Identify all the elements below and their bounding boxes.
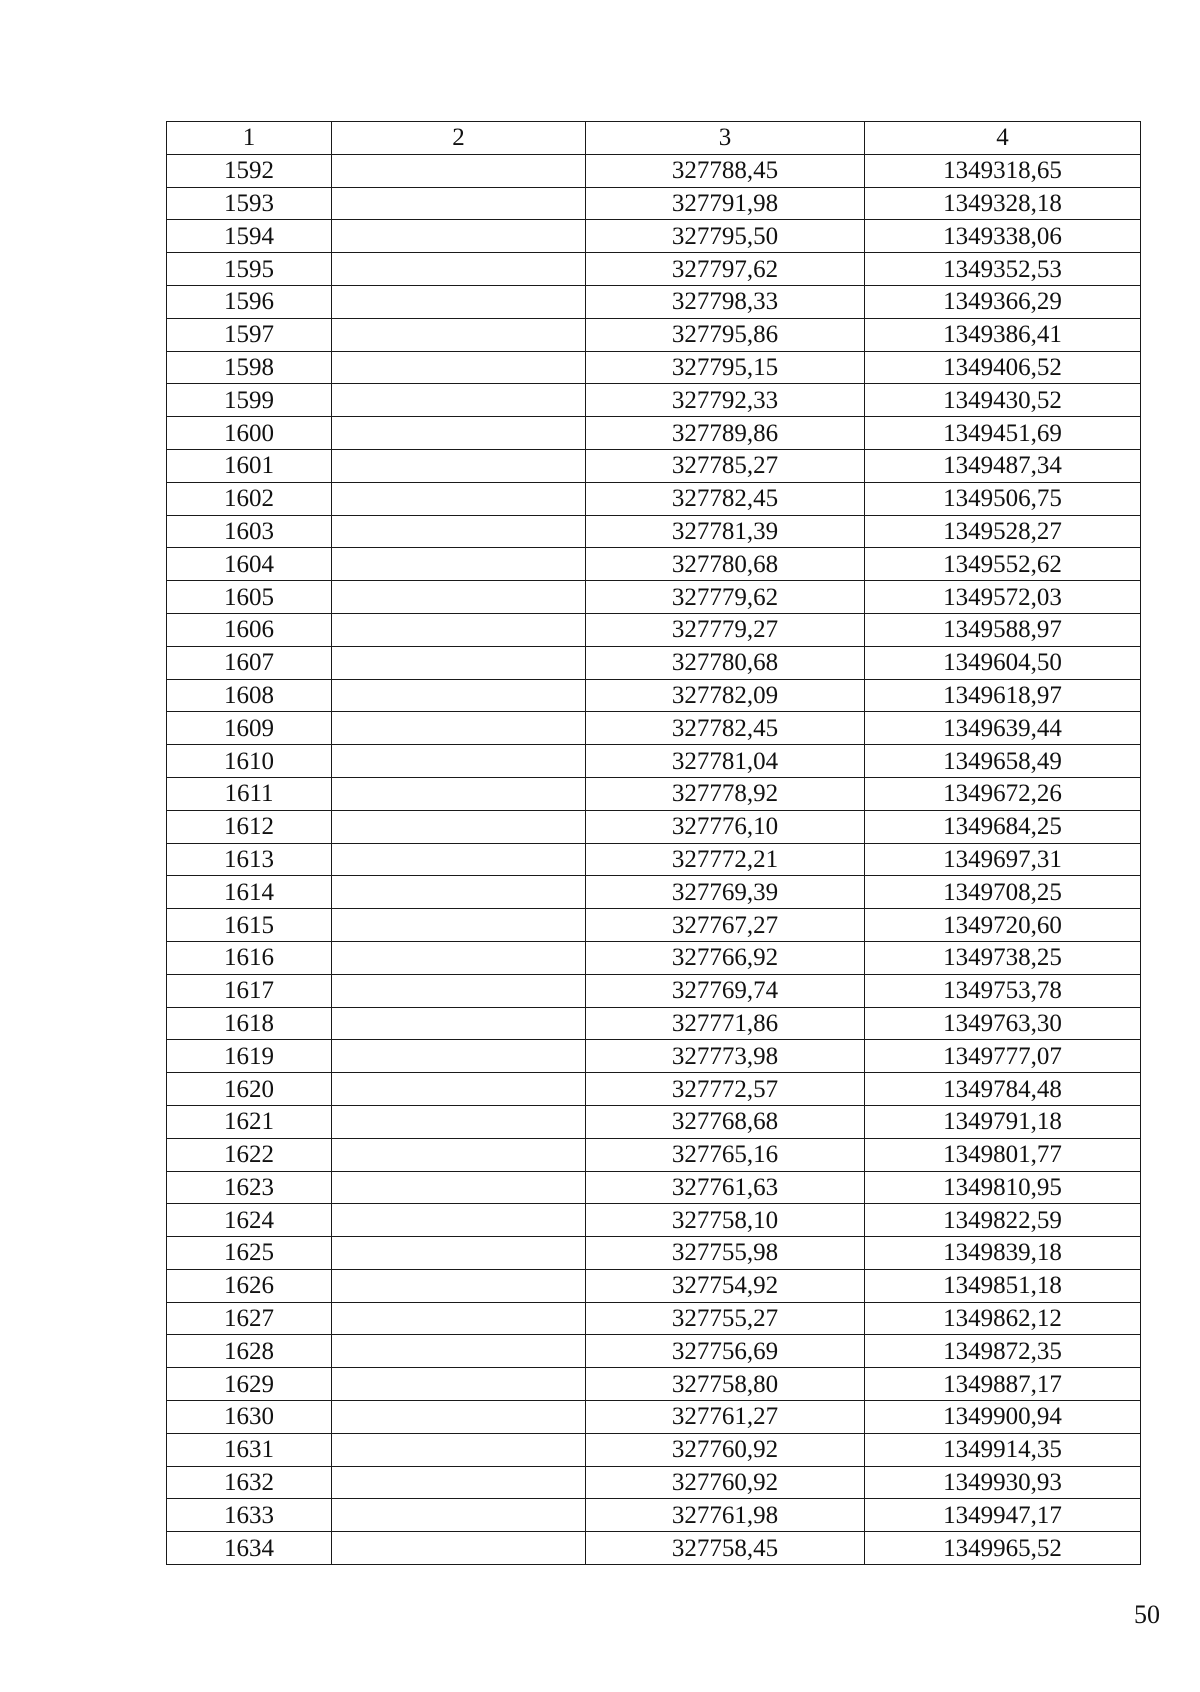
point-number-cell: 1593 (167, 187, 332, 220)
point-number-cell: 1599 (167, 384, 332, 417)
description-cell (332, 1532, 586, 1565)
point-number-cell: 1617 (167, 974, 332, 1007)
point-number-cell: 1613 (167, 843, 332, 876)
y-coordinate-cell: 1349965,52 (865, 1532, 1141, 1565)
point-number-cell: 1620 (167, 1073, 332, 1106)
y-coordinate-cell: 1349386,41 (865, 318, 1141, 351)
description-cell (332, 1171, 586, 1204)
description-cell (332, 351, 586, 384)
description-cell (332, 1040, 586, 1073)
description-cell (332, 220, 586, 253)
table-row (167, 318, 1141, 351)
description-cell (332, 384, 586, 417)
table-row (167, 646, 1141, 679)
x-coordinate-cell: 327756,69 (586, 1335, 865, 1368)
x-coordinate-cell: 327755,98 (586, 1237, 865, 1270)
table-row (167, 1171, 1141, 1204)
y-coordinate-cell: 1349720,60 (865, 909, 1141, 942)
table-row (167, 351, 1141, 384)
description-cell (332, 941, 586, 974)
y-coordinate-cell: 1349810,95 (865, 1171, 1141, 1204)
point-number-cell: 1610 (167, 745, 332, 778)
table-row (167, 1073, 1141, 1106)
point-number-cell: 1632 (167, 1466, 332, 1499)
table-row (167, 1237, 1141, 1270)
y-coordinate-cell: 1349839,18 (865, 1237, 1141, 1270)
table-row (167, 482, 1141, 515)
table-row (167, 1368, 1141, 1401)
description-cell (332, 974, 586, 1007)
x-coordinate-cell: 327769,74 (586, 974, 865, 1007)
table-row (167, 1335, 1141, 1368)
description-cell (332, 1237, 586, 1270)
x-coordinate-cell: 327776,10 (586, 810, 865, 843)
x-coordinate-cell: 327795,86 (586, 318, 865, 351)
y-coordinate-cell: 1349763,30 (865, 1007, 1141, 1040)
y-coordinate-cell: 1349430,52 (865, 384, 1141, 417)
column-header-2: 2 (332, 122, 586, 155)
table-row (167, 384, 1141, 417)
point-number-cell: 1603 (167, 515, 332, 548)
y-coordinate-cell: 1349658,49 (865, 745, 1141, 778)
description-cell (332, 417, 586, 450)
point-number-cell: 1615 (167, 909, 332, 942)
description-cell (332, 909, 586, 942)
point-number-cell: 1633 (167, 1499, 332, 1532)
table-row (167, 1138, 1141, 1171)
point-number-cell: 1627 (167, 1302, 332, 1335)
description-cell (332, 1499, 586, 1532)
description-cell (332, 1007, 586, 1040)
description-cell (332, 1466, 586, 1499)
point-number-cell: 1595 (167, 253, 332, 286)
y-coordinate-cell: 1349914,35 (865, 1433, 1141, 1466)
x-coordinate-cell: 327758,45 (586, 1532, 865, 1565)
x-coordinate-cell: 327755,27 (586, 1302, 865, 1335)
description-cell (332, 187, 586, 220)
x-coordinate-cell: 327761,27 (586, 1401, 865, 1434)
table-row (167, 1433, 1141, 1466)
x-coordinate-cell: 327761,98 (586, 1499, 865, 1532)
y-coordinate-cell: 1349862,12 (865, 1302, 1141, 1335)
x-coordinate-cell: 327781,39 (586, 515, 865, 548)
x-coordinate-cell: 327772,57 (586, 1073, 865, 1106)
description-cell (332, 1433, 586, 1466)
table-row (167, 285, 1141, 318)
y-coordinate-cell: 1349352,53 (865, 253, 1141, 286)
table-row (167, 220, 1141, 253)
point-number-cell: 1623 (167, 1171, 332, 1204)
y-coordinate-cell: 1349791,18 (865, 1105, 1141, 1138)
x-coordinate-cell: 327791,98 (586, 187, 865, 220)
x-coordinate-cell: 327781,04 (586, 745, 865, 778)
description-cell (332, 843, 586, 876)
table-row (167, 1302, 1141, 1335)
table-row (167, 253, 1141, 286)
description-cell (332, 449, 586, 482)
description-cell (332, 1269, 586, 1302)
table-row (167, 1105, 1141, 1138)
x-coordinate-cell: 327771,86 (586, 1007, 865, 1040)
x-coordinate-cell: 327778,92 (586, 777, 865, 810)
y-coordinate-cell: 1349487,34 (865, 449, 1141, 482)
x-coordinate-cell: 327792,33 (586, 384, 865, 417)
y-coordinate-cell: 1349618,97 (865, 679, 1141, 712)
table-row (167, 1269, 1141, 1302)
description-cell (332, 745, 586, 778)
description-cell (332, 679, 586, 712)
header-row (167, 122, 1141, 155)
table-row (167, 1466, 1141, 1499)
table-body (167, 154, 1141, 1564)
point-number-cell: 1592 (167, 154, 332, 187)
table-row (167, 745, 1141, 778)
table-row (167, 515, 1141, 548)
point-number-cell: 1619 (167, 1040, 332, 1073)
description-cell (332, 1401, 586, 1434)
x-coordinate-cell: 327782,09 (586, 679, 865, 712)
x-coordinate-cell: 327779,62 (586, 581, 865, 614)
y-coordinate-cell: 1349930,93 (865, 1466, 1141, 1499)
table-header (167, 122, 1141, 155)
x-coordinate-cell: 327785,27 (586, 449, 865, 482)
x-coordinate-cell: 327782,45 (586, 482, 865, 515)
x-coordinate-cell: 327797,62 (586, 253, 865, 286)
y-coordinate-cell: 1349528,27 (865, 515, 1141, 548)
point-number-cell: 1604 (167, 548, 332, 581)
x-coordinate-cell: 327766,92 (586, 941, 865, 974)
description-cell (332, 285, 586, 318)
page-number: 50 (1134, 1600, 1160, 1629)
y-coordinate-cell: 1349506,75 (865, 482, 1141, 515)
point-number-cell: 1600 (167, 417, 332, 450)
x-coordinate-cell: 327773,98 (586, 1040, 865, 1073)
y-coordinate-cell: 1349672,26 (865, 777, 1141, 810)
table-row (167, 1040, 1141, 1073)
table-row (167, 1007, 1141, 1040)
point-number-cell: 1611 (167, 777, 332, 810)
y-coordinate-cell: 1349851,18 (865, 1269, 1141, 1302)
description-cell (332, 1105, 586, 1138)
table-row (167, 187, 1141, 220)
x-coordinate-cell: 327795,50 (586, 220, 865, 253)
point-number-cell: 1630 (167, 1401, 332, 1434)
point-number-cell: 1594 (167, 220, 332, 253)
y-coordinate-cell: 1349328,18 (865, 187, 1141, 220)
table-row (167, 1499, 1141, 1532)
y-coordinate-cell: 1349738,25 (865, 941, 1141, 974)
description-cell (332, 1302, 586, 1335)
point-number-cell: 1618 (167, 1007, 332, 1040)
x-coordinate-cell: 327758,10 (586, 1204, 865, 1237)
point-number-cell: 1609 (167, 712, 332, 745)
x-coordinate-cell: 327798,33 (586, 285, 865, 318)
y-coordinate-cell: 1349366,29 (865, 285, 1141, 318)
x-coordinate-cell: 327767,27 (586, 909, 865, 942)
column-header-3: 3 (586, 122, 865, 155)
description-cell (332, 1073, 586, 1106)
table-row (167, 1532, 1141, 1565)
y-coordinate-cell: 1349900,94 (865, 1401, 1141, 1434)
column-header-4: 4 (865, 122, 1141, 155)
point-number-cell: 1622 (167, 1138, 332, 1171)
y-coordinate-cell: 1349872,35 (865, 1335, 1141, 1368)
table-row (167, 941, 1141, 974)
point-number-cell: 1625 (167, 1237, 332, 1270)
table-row (167, 810, 1141, 843)
x-coordinate-cell: 327754,92 (586, 1269, 865, 1302)
x-coordinate-cell: 327789,86 (586, 417, 865, 450)
y-coordinate-cell: 1349572,03 (865, 581, 1141, 614)
point-number-cell: 1607 (167, 646, 332, 679)
y-coordinate-cell: 1349801,77 (865, 1138, 1141, 1171)
description-cell (332, 253, 586, 286)
x-coordinate-cell: 327795,15 (586, 351, 865, 384)
point-number-cell: 1598 (167, 351, 332, 384)
table-row (167, 679, 1141, 712)
description-cell (332, 1335, 586, 1368)
coordinates-table (166, 121, 1141, 1565)
point-number-cell: 1626 (167, 1269, 332, 1302)
point-number-cell: 1629 (167, 1368, 332, 1401)
x-coordinate-cell: 327769,39 (586, 876, 865, 909)
point-number-cell: 1597 (167, 318, 332, 351)
table-row (167, 1401, 1141, 1434)
description-cell (332, 482, 586, 515)
table-row (167, 449, 1141, 482)
y-coordinate-cell: 1349784,48 (865, 1073, 1141, 1106)
description-cell (332, 876, 586, 909)
point-number-cell: 1614 (167, 876, 332, 909)
point-number-cell: 1602 (167, 482, 332, 515)
description-cell (332, 318, 586, 351)
description-cell (332, 777, 586, 810)
description-cell (332, 1138, 586, 1171)
y-coordinate-cell: 1349552,62 (865, 548, 1141, 581)
table-row (167, 843, 1141, 876)
y-coordinate-cell: 1349451,69 (865, 417, 1141, 450)
y-coordinate-cell: 1349684,25 (865, 810, 1141, 843)
x-coordinate-cell: 327780,68 (586, 548, 865, 581)
y-coordinate-cell: 1349318,65 (865, 154, 1141, 187)
description-cell (332, 581, 586, 614)
point-number-cell: 1628 (167, 1335, 332, 1368)
y-coordinate-cell: 1349604,50 (865, 646, 1141, 679)
point-number-cell: 1608 (167, 679, 332, 712)
point-number-cell: 1631 (167, 1433, 332, 1466)
y-coordinate-cell: 1349639,44 (865, 712, 1141, 745)
x-coordinate-cell: 327768,68 (586, 1105, 865, 1138)
description-cell (332, 548, 586, 581)
point-number-cell: 1624 (167, 1204, 332, 1237)
x-coordinate-cell: 327782,45 (586, 712, 865, 745)
y-coordinate-cell: 1349338,06 (865, 220, 1141, 253)
y-coordinate-cell: 1349697,31 (865, 843, 1141, 876)
y-coordinate-cell: 1349708,25 (865, 876, 1141, 909)
table-row (167, 1204, 1141, 1237)
point-number-cell: 1601 (167, 449, 332, 482)
description-cell (332, 1204, 586, 1237)
x-coordinate-cell: 327779,27 (586, 613, 865, 646)
point-number-cell: 1596 (167, 285, 332, 318)
point-number-cell: 1621 (167, 1105, 332, 1138)
description-cell (332, 646, 586, 679)
x-coordinate-cell: 327761,63 (586, 1171, 865, 1204)
point-number-cell: 1605 (167, 581, 332, 614)
y-coordinate-cell: 1349822,59 (865, 1204, 1141, 1237)
table-row (167, 548, 1141, 581)
x-coordinate-cell: 327758,80 (586, 1368, 865, 1401)
table-row (167, 417, 1141, 450)
x-coordinate-cell: 327788,45 (586, 154, 865, 187)
table-row (167, 581, 1141, 614)
description-cell (332, 613, 586, 646)
table-row (167, 876, 1141, 909)
table-row (167, 154, 1141, 187)
table-row (167, 777, 1141, 810)
description-cell (332, 1368, 586, 1401)
column-header-1: 1 (167, 122, 332, 155)
x-coordinate-cell: 327780,68 (586, 646, 865, 679)
y-coordinate-cell: 1349753,78 (865, 974, 1141, 1007)
table-row (167, 974, 1141, 1007)
table-row (167, 712, 1141, 745)
point-number-cell: 1612 (167, 810, 332, 843)
table-row (167, 613, 1141, 646)
y-coordinate-cell: 1349887,17 (865, 1368, 1141, 1401)
x-coordinate-cell: 327760,92 (586, 1466, 865, 1499)
point-number-cell: 1616 (167, 941, 332, 974)
y-coordinate-cell: 1349588,97 (865, 613, 1141, 646)
y-coordinate-cell: 1349947,17 (865, 1499, 1141, 1532)
description-cell (332, 810, 586, 843)
description-cell (332, 154, 586, 187)
point-number-cell: 1606 (167, 613, 332, 646)
point-number-cell: 1634 (167, 1532, 332, 1565)
table-row (167, 909, 1141, 942)
y-coordinate-cell: 1349406,52 (865, 351, 1141, 384)
description-cell (332, 712, 586, 745)
x-coordinate-cell: 327772,21 (586, 843, 865, 876)
y-coordinate-cell: 1349777,07 (865, 1040, 1141, 1073)
x-coordinate-cell: 327760,92 (586, 1433, 865, 1466)
description-cell (332, 515, 586, 548)
x-coordinate-cell: 327765,16 (586, 1138, 865, 1171)
